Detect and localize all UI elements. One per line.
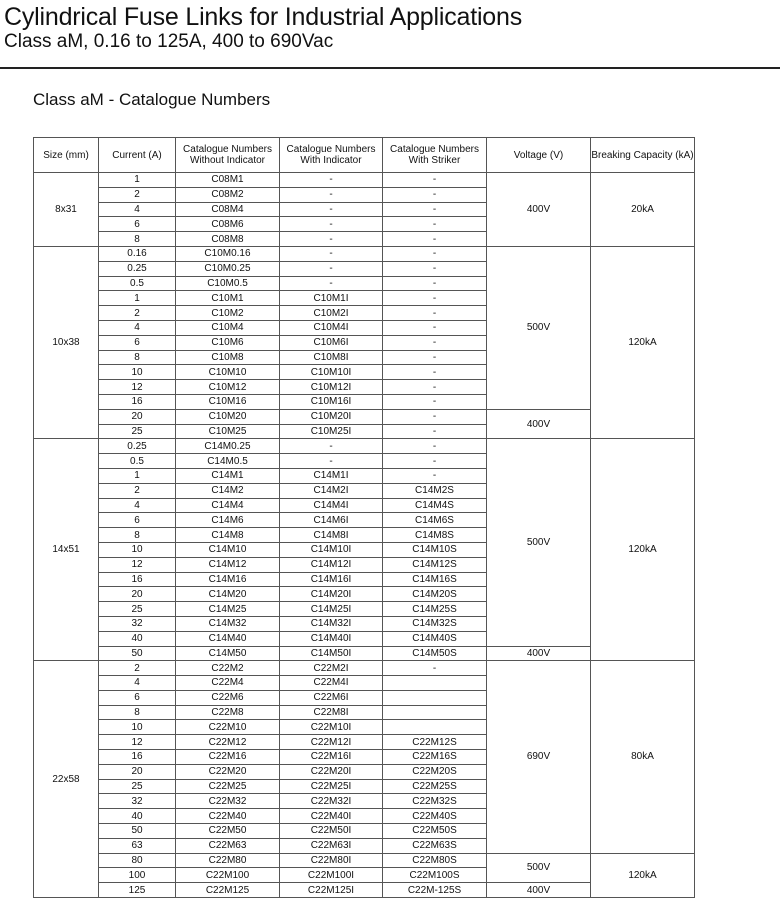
current-cell: 0.16	[99, 246, 176, 261]
with-striker-cell: -	[383, 276, 487, 291]
without-indicator-cell: C22M40	[176, 809, 280, 824]
with-indicator-cell: C10M20I	[280, 409, 383, 424]
voltage-cell: 500V	[487, 246, 591, 409]
size-cell: 14x51	[34, 439, 99, 661]
without-indicator-cell: C22M6	[176, 690, 280, 705]
table-row	[34, 853, 695, 868]
with-striker-cell: -	[383, 350, 487, 365]
divider	[0, 67, 780, 69]
without-indicator-cell: C10M0.16	[176, 246, 280, 261]
current-cell: 40	[99, 809, 176, 824]
current-cell: 2	[99, 483, 176, 498]
table-row	[34, 246, 695, 261]
current-cell: 20	[99, 764, 176, 779]
with-striker-cell: C14M2S	[383, 483, 487, 498]
header-size: Size (mm)	[34, 138, 99, 173]
with-striker-cell: -	[383, 424, 487, 439]
without-indicator-cell: C08M6	[176, 217, 280, 232]
current-cell: 16	[99, 750, 176, 765]
current-cell: 20	[99, 409, 176, 424]
with-indicator-cell: C10M10I	[280, 365, 383, 380]
current-cell: 1	[99, 291, 176, 306]
with-striker-cell: C22M80S	[383, 853, 487, 868]
with-striker-cell: -	[383, 202, 487, 217]
with-indicator-cell: C22M4I	[280, 676, 383, 691]
with-indicator-cell: C14M32I	[280, 616, 383, 631]
without-indicator-cell: C14M6	[176, 513, 280, 528]
without-indicator-cell: C10M10	[176, 365, 280, 380]
without-indicator-cell: C22M25	[176, 779, 280, 794]
with-indicator-cell: -	[280, 217, 383, 232]
with-striker-cell: -	[383, 232, 487, 247]
without-indicator-cell: C14M0.5	[176, 454, 280, 469]
with-indicator-cell: C14M4I	[280, 498, 383, 513]
with-striker-cell: -	[383, 320, 487, 335]
with-indicator-cell: C14M25I	[280, 602, 383, 617]
without-indicator-cell: C22M2	[176, 661, 280, 676]
with-striker-cell: -	[383, 365, 487, 380]
without-indicator-cell: C22M8	[176, 705, 280, 720]
without-indicator-cell: C14M25	[176, 602, 280, 617]
current-cell: 8	[99, 528, 176, 543]
header-breaking-capacity: Breaking Capacity (kA)	[591, 138, 695, 173]
with-indicator-cell: C10M16I	[280, 394, 383, 409]
table-row	[34, 439, 695, 454]
with-indicator-cell: -	[280, 276, 383, 291]
without-indicator-cell: C14M0.25	[176, 439, 280, 454]
current-cell: 10	[99, 720, 176, 735]
current-cell: 6	[99, 690, 176, 705]
current-cell: 2	[99, 661, 176, 676]
with-indicator-cell: C22M32I	[280, 794, 383, 809]
with-indicator-cell: C22M6I	[280, 690, 383, 705]
without-indicator-cell: C22M4	[176, 676, 280, 691]
with-striker-cell: -	[383, 468, 487, 483]
without-indicator-cell: C10M0.25	[176, 261, 280, 276]
without-indicator-cell: C08M2	[176, 187, 280, 202]
with-striker-cell: -	[383, 291, 487, 306]
without-indicator-cell: C22M125	[176, 883, 280, 898]
without-indicator-cell: C22M12	[176, 735, 280, 750]
with-striker-cell: -	[383, 380, 487, 395]
with-striker-cell: C14M12S	[383, 557, 487, 572]
section-heading: Class aM - Catalogue Numbers	[33, 90, 271, 109]
current-cell: 16	[99, 394, 176, 409]
breaking-capacity-cell: 120kA	[591, 246, 695, 438]
with-indicator-cell: C22M100I	[280, 868, 383, 883]
current-cell: 50	[99, 824, 176, 839]
header-current: Current (A)	[99, 138, 176, 173]
without-indicator-cell: C10M6	[176, 335, 280, 350]
with-indicator-cell: -	[280, 454, 383, 469]
voltage-cell: 400V	[487, 409, 591, 439]
breaking-capacity-cell: 20kA	[591, 173, 695, 247]
without-indicator-cell: C08M8	[176, 232, 280, 247]
with-striker-cell: C14M4S	[383, 498, 487, 513]
with-indicator-cell: C14M16I	[280, 572, 383, 587]
without-indicator-cell: C10M0.5	[176, 276, 280, 291]
with-striker-cell: -	[383, 306, 487, 321]
current-cell: 12	[99, 557, 176, 572]
without-indicator-cell: C10M12	[176, 380, 280, 395]
without-indicator-cell: C14M12	[176, 557, 280, 572]
current-cell: 8	[99, 350, 176, 365]
table-header-row	[34, 138, 695, 173]
with-striker-cell: -	[383, 661, 487, 676]
header-voltage: Voltage (V)	[487, 138, 591, 173]
without-indicator-cell: C10M8	[176, 350, 280, 365]
with-indicator-cell: C22M63I	[280, 838, 383, 853]
current-cell: 1	[99, 468, 176, 483]
with-striker-cell: -	[383, 217, 487, 232]
current-cell: 4	[99, 676, 176, 691]
table-row	[34, 173, 695, 188]
voltage-cell: 500V	[487, 853, 591, 883]
without-indicator-cell: C14M2	[176, 483, 280, 498]
with-indicator-cell: C22M25I	[280, 779, 383, 794]
with-indicator-cell: C22M50I	[280, 824, 383, 839]
without-indicator-cell: C14M16	[176, 572, 280, 587]
with-indicator-cell: C10M2I	[280, 306, 383, 321]
breaking-capacity-cell: 120kA	[591, 439, 695, 661]
with-striker-cell: C14M16S	[383, 572, 487, 587]
current-cell: 20	[99, 587, 176, 602]
with-striker-cell: -	[383, 261, 487, 276]
without-indicator-cell: C14M32	[176, 616, 280, 631]
with-indicator-cell: C10M4I	[280, 320, 383, 335]
without-indicator-cell: C10M2	[176, 306, 280, 321]
with-indicator-cell: C14M2I	[280, 483, 383, 498]
current-cell: 0.5	[99, 276, 176, 291]
with-indicator-cell: -	[280, 173, 383, 188]
with-striker-cell: -	[383, 454, 487, 469]
current-cell: 25	[99, 424, 176, 439]
current-cell: 1	[99, 173, 176, 188]
with-indicator-cell: C10M8I	[280, 350, 383, 365]
with-striker-cell: -	[383, 173, 487, 188]
without-indicator-cell: C22M50	[176, 824, 280, 839]
without-indicator-cell: C14M8	[176, 528, 280, 543]
without-indicator-cell: C10M16	[176, 394, 280, 409]
table-row	[34, 661, 695, 676]
current-cell: 10	[99, 542, 176, 557]
with-indicator-cell: -	[280, 187, 383, 202]
with-indicator-cell: -	[280, 439, 383, 454]
without-indicator-cell: C10M25	[176, 424, 280, 439]
without-indicator-cell: C14M10	[176, 542, 280, 557]
without-indicator-cell: C22M100	[176, 868, 280, 883]
current-cell: 6	[99, 335, 176, 350]
with-indicator-cell: C10M1I	[280, 291, 383, 306]
with-indicator-cell: C22M10I	[280, 720, 383, 735]
with-indicator-cell: C14M50I	[280, 646, 383, 661]
with-striker-cell	[383, 720, 487, 735]
with-striker-cell: C22M20S	[383, 764, 487, 779]
without-indicator-cell: C22M32	[176, 794, 280, 809]
current-cell: 0.25	[99, 261, 176, 276]
size-cell: 22x58	[34, 661, 99, 898]
page-title: Cylindrical Fuse Links for Industrial Applications	[4, 3, 523, 31]
breaking-capacity-cell: 120kA	[591, 853, 695, 897]
current-cell: 0.25	[99, 439, 176, 454]
current-cell: 8	[99, 705, 176, 720]
with-indicator-cell: C14M20I	[280, 587, 383, 602]
with-striker-cell: C14M32S	[383, 616, 487, 631]
with-striker-cell: C22M-125S	[383, 883, 487, 898]
current-cell: 100	[99, 868, 176, 883]
current-cell: 32	[99, 794, 176, 809]
with-indicator-cell: C22M40I	[280, 809, 383, 824]
with-indicator-cell: C10M12I	[280, 380, 383, 395]
header-with-striker: Catalogue Numbers With Striker	[383, 138, 487, 173]
voltage-cell: 400V	[487, 646, 591, 661]
without-indicator-cell: C14M40	[176, 631, 280, 646]
with-striker-cell: -	[383, 187, 487, 202]
with-striker-cell	[383, 676, 487, 691]
current-cell: 25	[99, 602, 176, 617]
current-cell: 25	[99, 779, 176, 794]
with-striker-cell: C14M20S	[383, 587, 487, 602]
catalogue-table	[33, 137, 695, 898]
current-cell: 125	[99, 883, 176, 898]
without-indicator-cell: C10M1	[176, 291, 280, 306]
current-cell: 63	[99, 838, 176, 853]
without-indicator-cell: C22M80	[176, 853, 280, 868]
with-striker-cell	[383, 690, 487, 705]
with-indicator-cell: C14M12I	[280, 557, 383, 572]
with-indicator-cell: C22M2I	[280, 661, 383, 676]
with-striker-cell: -	[383, 409, 487, 424]
breaking-capacity-cell: 80kA	[591, 661, 695, 853]
without-indicator-cell: C14M4	[176, 498, 280, 513]
without-indicator-cell: C22M20	[176, 764, 280, 779]
without-indicator-cell: C08M1	[176, 173, 280, 188]
with-striker-cell: -	[383, 394, 487, 409]
current-cell: 80	[99, 853, 176, 868]
with-striker-cell: -	[383, 335, 487, 350]
current-cell: 2	[99, 187, 176, 202]
size-cell: 8x31	[34, 173, 99, 247]
current-cell: 6	[99, 217, 176, 232]
current-cell: 12	[99, 380, 176, 395]
with-striker-cell: C22M32S	[383, 794, 487, 809]
with-striker-cell: C14M40S	[383, 631, 487, 646]
current-cell: 4	[99, 202, 176, 217]
with-indicator-cell: -	[280, 246, 383, 261]
with-striker-cell: C14M25S	[383, 602, 487, 617]
with-indicator-cell: C14M10I	[280, 542, 383, 557]
header-with-indicator: Catalogue Numbers With Indicator	[280, 138, 383, 173]
header-without-indicator: Catalogue Numbers Without Indicator	[176, 138, 280, 173]
current-cell: 12	[99, 735, 176, 750]
with-striker-cell: C22M16S	[383, 750, 487, 765]
with-indicator-cell: C22M20I	[280, 764, 383, 779]
without-indicator-cell: C22M16	[176, 750, 280, 765]
without-indicator-cell: C10M4	[176, 320, 280, 335]
with-indicator-cell: C10M25I	[280, 424, 383, 439]
with-indicator-cell: C14M40I	[280, 631, 383, 646]
current-cell: 0.5	[99, 454, 176, 469]
with-indicator-cell: C22M80I	[280, 853, 383, 868]
with-indicator-cell: C22M16I	[280, 750, 383, 765]
with-striker-cell: C14M50S	[383, 646, 487, 661]
current-cell: 40	[99, 631, 176, 646]
with-indicator-cell: C22M8I	[280, 705, 383, 720]
with-indicator-cell: C22M12I	[280, 735, 383, 750]
with-striker-cell	[383, 705, 487, 720]
without-indicator-cell: C22M10	[176, 720, 280, 735]
current-cell: 32	[99, 616, 176, 631]
with-striker-cell: C22M100S	[383, 868, 487, 883]
without-indicator-cell: C10M20	[176, 409, 280, 424]
with-striker-cell: C22M25S	[383, 779, 487, 794]
with-striker-cell: -	[383, 246, 487, 261]
with-striker-cell: C22M12S	[383, 735, 487, 750]
without-indicator-cell: C14M1	[176, 468, 280, 483]
with-striker-cell: C14M10S	[383, 542, 487, 557]
with-indicator-cell: -	[280, 261, 383, 276]
with-indicator-cell: -	[280, 202, 383, 217]
with-indicator-cell: C14M1I	[280, 468, 383, 483]
current-cell: 4	[99, 498, 176, 513]
voltage-cell: 400V	[487, 883, 591, 898]
with-indicator-cell: C14M8I	[280, 528, 383, 543]
without-indicator-cell: C22M63	[176, 838, 280, 853]
without-indicator-cell: C08M4	[176, 202, 280, 217]
voltage-cell: 690V	[487, 661, 591, 853]
with-indicator-cell: C14M6I	[280, 513, 383, 528]
size-cell: 10x38	[34, 246, 99, 438]
with-striker-cell: C22M50S	[383, 824, 487, 839]
without-indicator-cell: C14M20	[176, 587, 280, 602]
current-cell: 4	[99, 320, 176, 335]
with-indicator-cell: C10M6I	[280, 335, 383, 350]
current-cell: 8	[99, 232, 176, 247]
current-cell: 6	[99, 513, 176, 528]
page-subtitle: Class aM, 0.16 to 125A, 400 to 690Vac	[4, 31, 334, 52]
voltage-cell: 400V	[487, 173, 591, 247]
with-striker-cell: C22M63S	[383, 838, 487, 853]
current-cell: 2	[99, 306, 176, 321]
current-cell: 10	[99, 365, 176, 380]
with-striker-cell: C14M6S	[383, 513, 487, 528]
without-indicator-cell: C14M50	[176, 646, 280, 661]
voltage-cell: 500V	[487, 439, 591, 646]
with-indicator-cell: C22M125I	[280, 883, 383, 898]
with-striker-cell: -	[383, 439, 487, 454]
with-striker-cell: C22M40S	[383, 809, 487, 824]
current-cell: 16	[99, 572, 176, 587]
current-cell: 50	[99, 646, 176, 661]
with-indicator-cell: -	[280, 232, 383, 247]
with-striker-cell: C14M8S	[383, 528, 487, 543]
